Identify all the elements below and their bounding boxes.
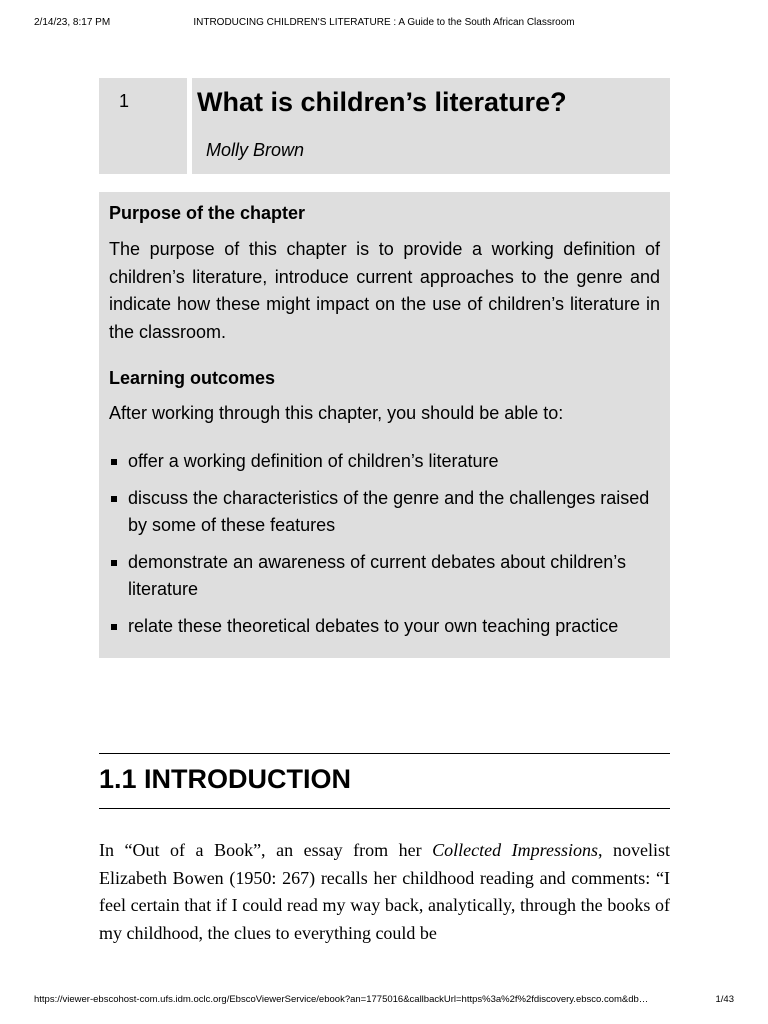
outcome-text: offer a working definition of children’s literature xyxy=(128,451,499,471)
body-text-part: , novelist Elizabeth Bowen (1950: 267) recalls her childhood reading and comments: “I feel certain that if I could read my way back, analytically, through the books of my childhood, the clues to everything could be xyxy=(99,840,671,943)
chapter-title: What is children’s literature? xyxy=(197,87,567,117)
book-title-italic: Collected Impressions xyxy=(432,840,598,860)
list-item xyxy=(109,613,670,641)
list-item xyxy=(109,448,670,476)
outcome-text: demonstrate an awareness of current debates about children’s literature xyxy=(128,551,626,599)
list-item xyxy=(109,485,670,540)
section-title: 1.1 INTRODUCTION xyxy=(99,764,352,794)
body-text-part: In “Out of a Book”, an essay from her xyxy=(99,840,433,860)
print-document-title: INTRODUCING CHILDREN'S LITERATURE : A Guide to the South African Classroom xyxy=(193,17,575,28)
bullet-square-icon xyxy=(111,624,117,630)
chapter-number: 1 xyxy=(119,91,130,111)
chapter-author: Molly Brown xyxy=(206,140,305,160)
chapter-number-box xyxy=(99,78,187,174)
outcomes-list xyxy=(109,448,670,649)
section-rule-top xyxy=(99,753,670,754)
print-page-number: 1/43 xyxy=(715,994,734,1005)
outcome-text: discuss the characteristics of the genre and the challenges raised by some of these features xyxy=(128,487,650,535)
print-datetime: 2/14/23, 8:17 PM xyxy=(34,17,111,28)
purpose-heading: Purpose of the chapter xyxy=(109,203,306,223)
print-footer xyxy=(0,994,768,1008)
bullet-square-icon xyxy=(111,560,117,566)
outcomes-intro: After working through this chapter, you should be able to: xyxy=(109,403,564,423)
list-item xyxy=(109,549,670,604)
bullet-square-icon xyxy=(111,496,117,502)
body-paragraph xyxy=(99,837,670,947)
purpose-text: The purpose of this chapter is to provide a working definition of children’s literature, introduce current approaches to the genre and indicate how these might impact on the use of children’s literature in the classroom. xyxy=(109,239,660,342)
print-url: https://viewer-ebscohost-com.ufs.idm.oclc.org/EbscoViewerService/ebook?an=1775016&callbackUrl=https%3a%2f%2fdiscovery.ebsco.com&db… xyxy=(34,994,649,1005)
bullet-square-icon xyxy=(111,459,117,465)
outcomes-heading: Learning outcomes xyxy=(109,368,276,388)
section-rule-bottom xyxy=(99,808,670,809)
chapter-title-box xyxy=(192,78,670,174)
purpose-box xyxy=(99,192,670,658)
print-header xyxy=(0,17,768,31)
outcome-text: relate these theoretical debates to your own teaching practice xyxy=(128,615,619,636)
